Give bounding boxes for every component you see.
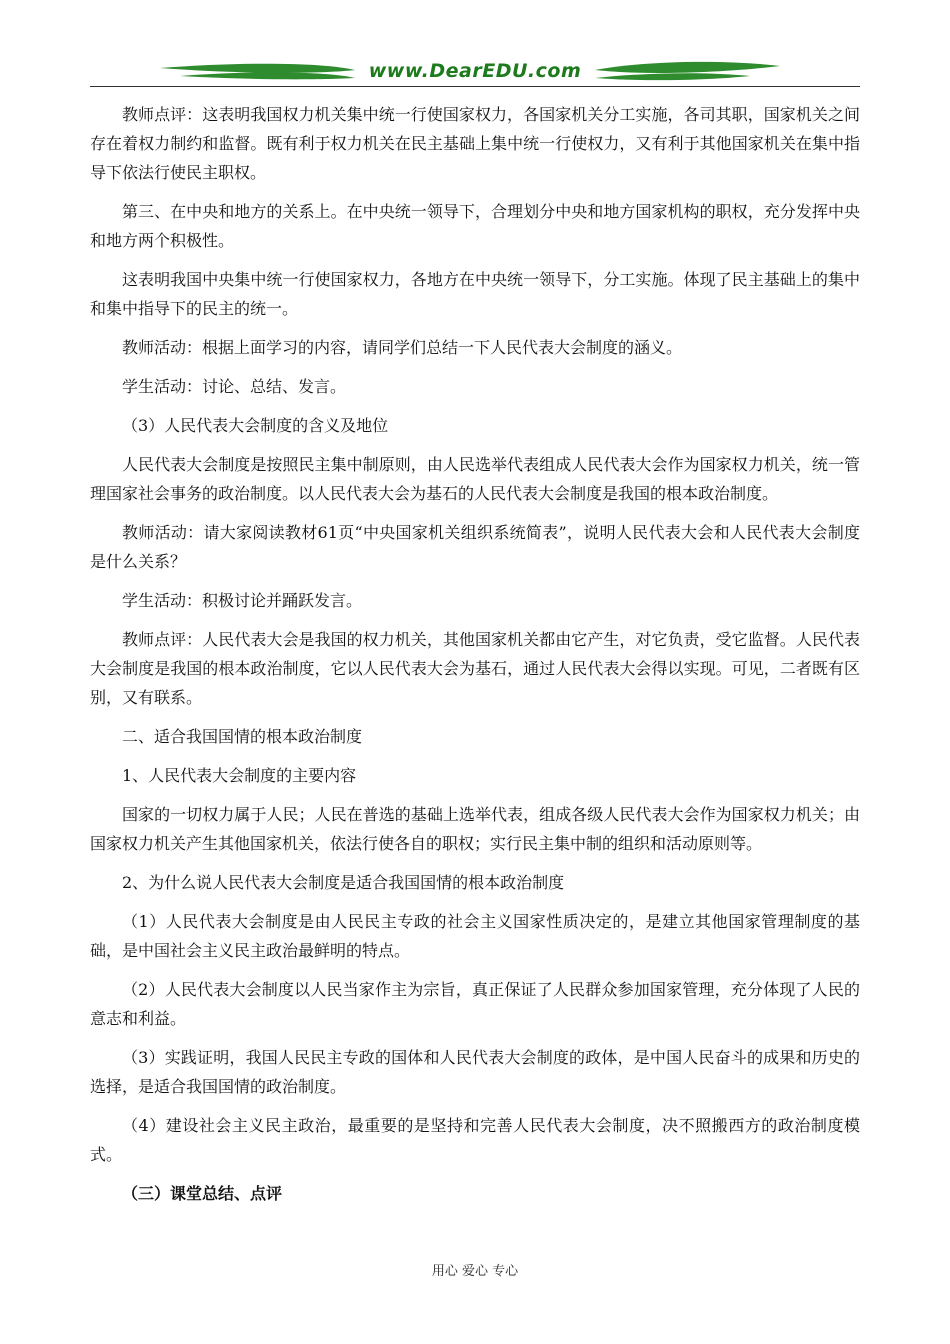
header-divider (90, 86, 860, 87)
paragraph: 这表明我国中央集中统一行使国家权力，各地方在中央统一领导下，分工实施。体现了民主基础上的集中和集中指导下的民主的统一。 (90, 270, 860, 318)
section-heading: （3）人民代表大会制度的含义及地位 (122, 416, 389, 435)
paragraph: 教师活动：请大家阅读教材61页“中央国家机关组织系统简表”，说明人民代表大会和人民代表大会制度是什么关系？ (90, 523, 860, 571)
paragraph: 教师活动：根据上面学习的内容，请同学们总结一下人民代表大会制度的涵义。 (122, 338, 683, 357)
page-header (90, 54, 860, 92)
section-heading-bold: （三）课堂总结、点评 (122, 1184, 283, 1203)
document-body (90, 100, 860, 1218)
paragraph: （1）人民代表大会制度是由人民民主专政的社会主义国家性质决定的，是建立其他国家管理制度的基础，是中国社会主义民主政治最鲜明的特点。 (90, 912, 860, 960)
site-logo-text: www.DearEDU.com (368, 60, 582, 82)
paragraph: 人民代表大会制度是按照民主集中制原则，由人民选举代表组成人民代表大会作为国家权力机关，统一管理国家社会事务的政治制度。以人民代表大会为基石的人民代表大会制度是我国的根本政治制度。 (90, 455, 860, 503)
paragraph: （3）实践证明，我国人民民主专政的国体和人民代表大会制度的政体，是中国人民奋斗的成果和历史的选择，是适合我国国情的政治制度。 (90, 1048, 860, 1096)
paragraph: （4）建设社会主义民主政治，最重要的是坚持和完善人民代表大会制度，决不照搬西方的政治制度模式。 (90, 1116, 860, 1164)
section-heading: 2、为什么说人民代表大会制度是适合我国国情的根本政治制度 (122, 873, 565, 892)
section-heading: 1、人民代表大会制度的主要内容 (122, 766, 357, 785)
paragraph: 教师点评：这表明我国权力机关集中统一行使国家权力，各国家机关分工实施，各司其职，国家机关之间存在着权力制约和监督。既有利于权力机关在民主基础上集中统一行使权力，又有利于其他国家机关在集中指导下依法行使民主职权。 (90, 105, 860, 182)
page-footer: 用心 爱心 专心 (431, 1264, 519, 1279)
paragraph: （2）人民代表大会制度以人民当家作主为宗旨，真正保证了人民群众参加国家管理，充分体现了人民的意志和利益。 (90, 980, 860, 1028)
paragraph: 教师点评：人民代表大会是我国的权力机关，其他国家机关都由它产生，对它负责，受它监督。人民代表大会制度是我国的根本政治制度，它以人民代表大会为基石，通过人民代表大会得以实现。可见，二者既有区别，又有联系。 (90, 630, 860, 707)
section-heading: 二、适合我国国情的根本政治制度 (122, 727, 363, 746)
paragraph: 学生活动：积极讨论并踊跃发言。 (122, 591, 363, 610)
paragraph: 第三、在中央和地方的关系上。在中央统一领导下，合理划分中央和地方国家机构的职权，充分发挥中央和地方两个积极性。 (90, 202, 860, 250)
paragraph: 学生活动：讨论、总结、发言。 (122, 377, 347, 396)
paragraph: 国家的一切权力属于人民；人民在普选的基础上选举代表，组成各级人民代表大会作为国家权力机关；由国家权力机关产生其他国家机关，依法行使各自的职权；实行民主集中制的组织和活动原则等。 (90, 805, 860, 853)
